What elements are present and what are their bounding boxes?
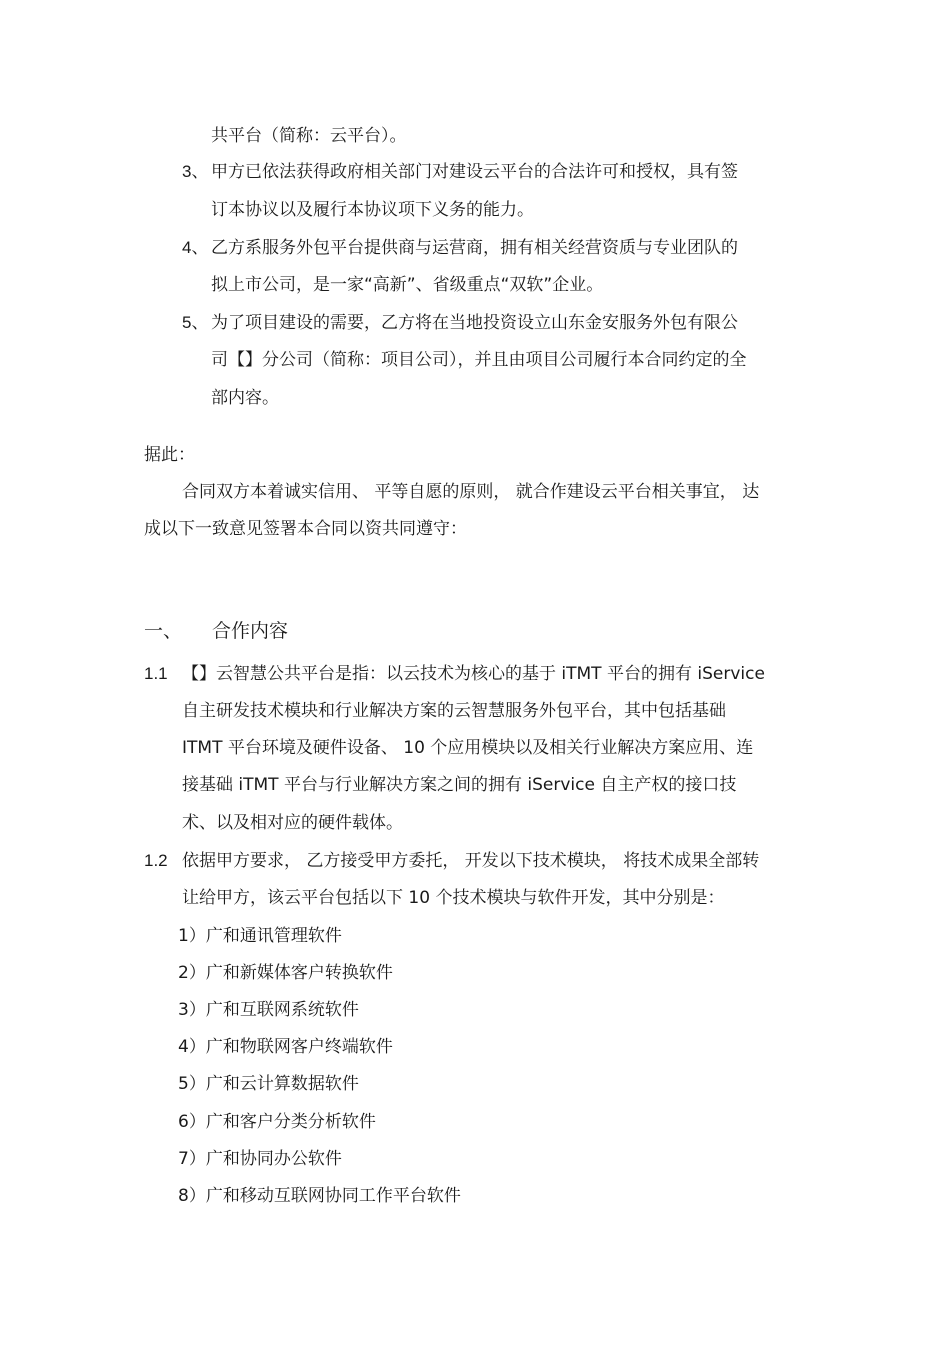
item-number: 5、 xyxy=(182,313,209,332)
item-text-line: 部内容。 xyxy=(211,388,279,408)
item-text-line: 司【】分公司（简称：项目公司），并且由项目公司履行本合同约定的全 xyxy=(211,350,747,370)
clause-text-line: ITMT 平台环境及硬件设备、 10 个应用模块以及相关行业解决方案应用、连 xyxy=(182,738,754,758)
item-text-line: 为了项目建设的需要，乙方将在当地投资设立山东金安服务外包有限公 xyxy=(211,313,738,333)
preamble-line: 合同双方本着诚实信用、 平等自愿的原则， 就合作建设云平台相关事宜， 达 xyxy=(182,482,760,502)
module-list-item: 8）广和移动互联网协同工作平台软件 xyxy=(178,1186,461,1206)
clause-text-line: 【】云智慧公共平台是指：以云技术为核心的基于 iTMT 平台的拥有 iService xyxy=(182,664,765,684)
module-list-item: 5）广和云计算数据软件 xyxy=(178,1074,359,1094)
preamble-line: 成以下一致意见签署本合同以资共同遵守： xyxy=(144,519,467,539)
clause-text-line: 术、以及相对应的硬件载体。 xyxy=(182,813,403,833)
clause-number: 1.1 xyxy=(144,664,168,683)
clause-text-line: 让给甲方，该云平台包括以下 10 个技术模块与软件开发，其中分别是： xyxy=(182,888,725,908)
item-number: 3、 xyxy=(182,162,209,181)
module-list-item: 2）广和新媒体客户转换软件 xyxy=(178,963,393,983)
module-list-item: 6）广和客户分类分析软件 xyxy=(178,1112,376,1132)
item-text-line: 订本协议以及履行本协议项下义务的能力。 xyxy=(211,200,534,220)
clause-number: 1.2 xyxy=(144,851,168,870)
clause-text-line: 依据甲方要求， 乙方接受甲方委托， 开发以下技术模块， 将技术成果全部转 xyxy=(182,851,760,871)
item-text-line: 乙方系服务外包平台提供商与运营商，拥有相关经营资质与专业团队的 xyxy=(211,238,738,258)
clause-text-line: 自主研发技术模块和行业解决方案的云智慧服务外包平台，其中包括基础 xyxy=(182,701,726,721)
module-list-item: 3）广和互联网系统软件 xyxy=(178,1000,359,1020)
module-list-item: 1）广和通讯管理软件 xyxy=(178,926,342,946)
section-number: 一、 xyxy=(144,620,183,642)
module-list-item: 7）广和协同办公软件 xyxy=(178,1149,342,1169)
item-text-line: 拟上市公司，是一家“高新”、省级重点“双软”企业。 xyxy=(211,275,604,295)
section-title: 合作内容 xyxy=(212,620,289,642)
clause-text-line: 接基础 iTMT 平台与行业解决方案之间的拥有 iService 自主产权的接口技 xyxy=(182,775,737,795)
item-number: 4、 xyxy=(182,238,209,257)
item-text-line: 甲方已依法获得政府相关部门对建设云平台的合法许可和授权，具有签 xyxy=(211,162,738,182)
module-list-item: 4）广和物联网客户终端软件 xyxy=(178,1037,393,1057)
prev-item-continuation: 共平台（简称：云平台）。 xyxy=(211,126,407,146)
preamble-lead: 据此： xyxy=(144,445,195,465)
